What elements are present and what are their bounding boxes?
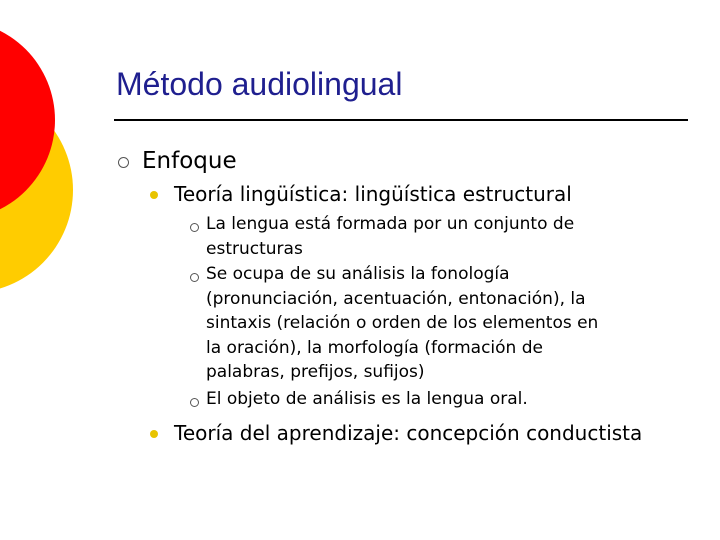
- text-line: palabras, prefijos, sufijos): [206, 362, 425, 382]
- hollow-bullet-icon: [118, 157, 129, 168]
- text-line: El objeto de análisis es la lengua oral.: [206, 389, 528, 409]
- bullet-level1-enfoque: Enfoque: [142, 148, 237, 174]
- bullet-level3-analysis: [206, 262, 598, 385]
- slide-title: Método audiolingual: [116, 66, 403, 102]
- text-line: la oración), la morfología (formación de: [206, 337, 543, 358]
- text-line: Se ocupa de su análisis la fonología: [206, 264, 510, 284]
- text-line: La lengua está formada por un conjunto de: [206, 214, 575, 234]
- bullet-level3-oral-language: [206, 387, 528, 412]
- title-underline: [114, 119, 688, 121]
- text-line: (pronunciación, acentuación, entonación), la: [206, 288, 586, 309]
- bullet-level3-structures: [206, 212, 574, 261]
- text-line: sintaxis (relación o orden de los elementos en: [206, 313, 599, 333]
- filled-bullet-icon: [150, 430, 158, 438]
- bullet-level2-linguistic-theory: Teoría lingüística: lingüística estructural: [174, 182, 572, 206]
- text-line: estructuras: [206, 238, 303, 259]
- bullet-level2-learning-theory: Teoría del aprendizaje: concepción conductista: [174, 421, 643, 445]
- decorative-circles: [0, 0, 120, 320]
- filled-bullet-icon: [150, 191, 158, 199]
- hollow-bullet-icon: [190, 398, 199, 407]
- hollow-bullet-icon: [190, 273, 199, 282]
- hollow-bullet-icon: [190, 223, 199, 232]
